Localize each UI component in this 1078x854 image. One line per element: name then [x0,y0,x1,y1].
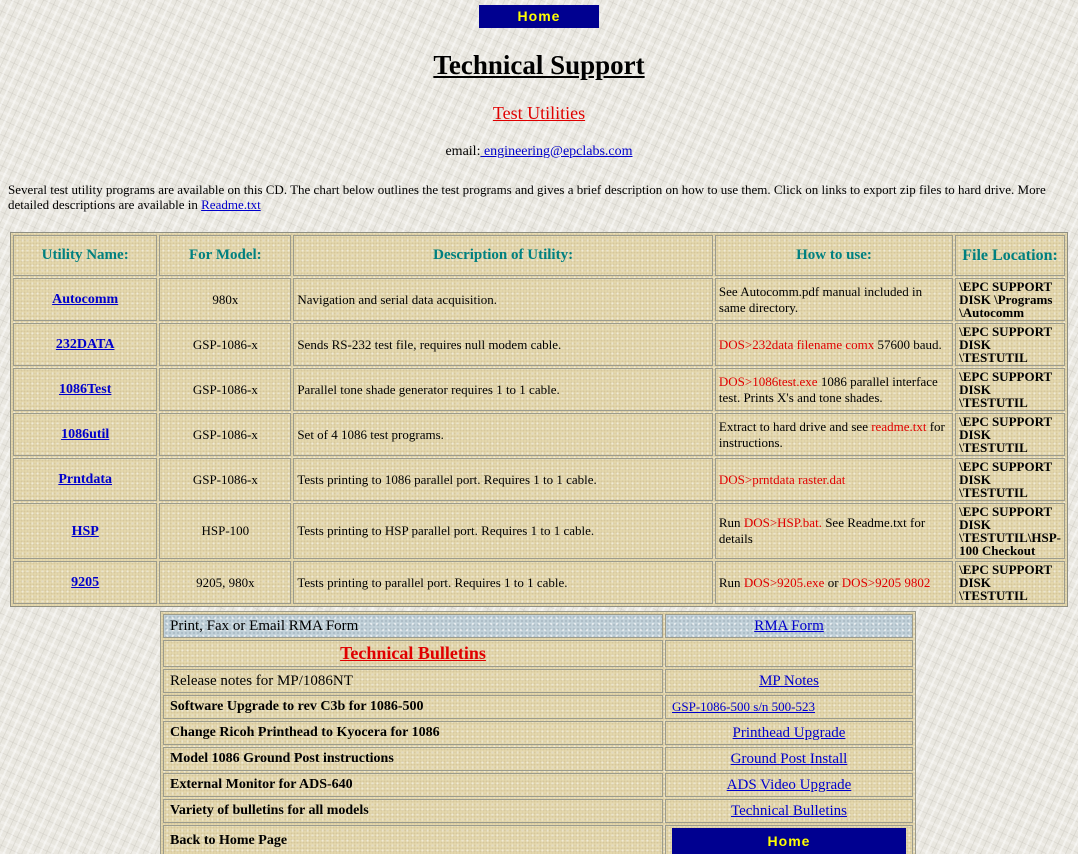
how-to-use-text: Run [718,515,744,530]
bulletin-table [160,611,916,854]
how-to-use-text: DOS>232data filename comx [718,336,875,352]
for-model-cell: HSP-100 [159,503,291,559]
utility-name-cell [13,368,157,411]
email-label: email: [445,144,481,159]
bulletin-row [163,773,913,797]
bulletin-link[interactable]: RMA Form [754,617,824,634]
bulletin-label-cell: Change Ricoh Printhead to Kyocera for 1086 [163,721,663,745]
file-location-cell: \EPC SUPPORT DISK \Programs \Autocomm [955,278,1065,321]
how-to-use-text: 57600 baud. [874,336,942,352]
bulletin-row [163,640,913,667]
header-description: Description of Utility: [293,235,713,276]
how-to-use-text: See Autocomm.pdf manual included in same directory. [718,283,923,315]
email-line [0,144,1078,160]
how-to-use-text: 1086 parallel interface test. Prints X's and tone shades. [718,373,938,405]
utility-name-link[interactable]: 1086util [61,427,110,442]
how-to-use-text: DOS>HSP.bat. [743,515,822,530]
utility-row [13,323,1065,366]
description-cell: Sends RS-232 test file, requires null modem cable. [293,323,713,366]
file-location-cell: \EPC SUPPORT DISK \TESTUTIL [955,413,1065,456]
bulletin-label-cell: Software Upgrade to rev C3b for 1086-500 [163,695,663,719]
description-cell: Set of 4 1086 test programs. [293,413,713,456]
for-model-cell: GSP-1086-x [159,458,291,501]
bulletin-row [163,614,913,638]
page-title: Technical Support [433,50,645,80]
readme-link[interactable]: Readme.txt [201,197,261,212]
bulletin-link-cell [665,825,913,854]
how-to-use-text: See Readme.txt for details [718,515,926,546]
for-model-cell: GSP-1086-x [159,413,291,456]
utility-name-link[interactable]: 1086Test [58,382,112,397]
utility-table-header-row [13,235,1065,276]
description-cell: Tests printing to 1086 parallel port. Requires 1 to 1 cable. [293,458,713,501]
utility-name-cell [13,503,157,559]
bulletin-link-cell [665,721,913,745]
utility-name-link[interactable]: Prntdata [58,472,113,487]
bulletin-label-cell: Model 1086 Ground Post instructions [163,747,663,771]
how-to-use-text: Run [718,574,744,590]
how-to-use-text: DOS>prntdata raster.dat [718,471,846,487]
how-to-use-cell [715,561,953,604]
bulletin-label-cell: Variety of bulletins for all models [163,799,663,823]
header-how-to-use: How to use: [715,235,953,276]
utility-name-cell [13,323,157,366]
how-to-use-text: Extract to hard drive and see [718,418,872,434]
for-model-cell: GSP-1086-x [159,323,291,366]
bulletin-row [163,669,913,693]
how-to-use-text: readme.txt [871,418,927,434]
test-utilities-link[interactable]: Test Utilities [492,103,586,123]
technical-bulletins-heading: Technical Bulletins [340,643,486,663]
bulletin-row [163,747,913,771]
intro-paragraph [8,182,1070,212]
for-model-cell: 980x [159,278,291,321]
utility-name-link[interactable]: HSP [71,523,99,539]
how-to-use-cell [715,458,953,501]
how-to-use-cell [715,503,953,559]
bulletin-row [163,721,913,745]
header-file-location: File Location: [955,235,1065,276]
description-cell: Parallel tone shade generator requires 1 to 1 cable. [293,368,713,411]
bulletin-link[interactable]: Printhead Upgrade [732,724,846,741]
bulletin-link[interactable]: ADS Video Upgrade [726,776,852,793]
utility-name-cell [13,561,157,604]
how-to-use-cell [715,323,953,366]
utility-name-link[interactable]: Autocomm [52,292,119,307]
how-to-use-cell [715,368,953,411]
how-to-use-cell [715,278,953,321]
file-location-cell: \EPC SUPPORT DISK \TESTUTIL [955,368,1065,411]
bulletin-label-cell: External Monitor for ADS-640 [163,773,663,797]
description-cell: Tests printing to HSP parallel port. Requires 1 to 1 cable. [293,503,713,559]
file-location-cell: \EPC SUPPORT DISK \TESTUTIL\HSP-100 Checkout [955,503,1065,559]
for-model-cell: GSP-1086-x [159,368,291,411]
file-location-cell: \EPC SUPPORT DISK \TESTUTIL [955,323,1065,366]
bulletin-table-body [163,614,913,854]
utility-name-cell [13,278,157,321]
bulletin-link-cell [665,669,913,693]
home-button-bottom[interactable]: Home [672,828,906,854]
utility-table [10,232,1068,607]
utility-name-link[interactable]: 232DATA [55,337,115,352]
bulletin-link[interactable]: Technical Bulletins [730,802,847,819]
bulletin-link-cell [665,799,913,823]
utility-name-cell [13,413,157,456]
for-model-cell: 9205, 980x [159,561,291,604]
intro-text: Several test utility programs are available on this CD. The chart below outlines the test programs and gives a brief description on how to use them. Click on links to export zip files to hard drive. More detailed descriptions are available in [8,182,1046,212]
bulletin-link[interactable]: GSP-1086-500 s/n 500-523 [672,699,816,714]
bulletin-link-cell [665,773,913,797]
utility-name-link[interactable]: 9205 [71,575,100,590]
subtitle-wrap [0,103,1078,124]
file-location-cell: \EPC SUPPORT DISK \TESTUTIL [955,561,1065,604]
bulletin-label-cell: Release notes for MP/1086NT [163,669,663,693]
utility-row [13,503,1065,559]
file-location-cell: \EPC SUPPORT DISK \TESTUTIL [955,458,1065,501]
bulletin-row [163,825,913,854]
how-to-use-text: or [824,574,842,590]
email-link[interactable]: engineering@epclabs.com [480,144,633,159]
bulletin-link[interactable]: Ground Post Install [730,750,848,767]
description-cell: Navigation and serial data acquisition. [293,278,713,321]
utility-table-body [13,278,1065,604]
bulletin-label-cell: Print, Fax or Email RMA Form [163,614,663,638]
utility-row [13,368,1065,411]
bulletin-label-cell [163,640,663,667]
utility-row [13,413,1065,456]
utility-row [13,561,1065,604]
bulletin-link-cell [665,747,913,771]
bulletin-row [163,695,913,719]
bulletin-row [163,799,913,823]
how-to-use-text: DOS>9205.exe [743,574,825,590]
header-utility-name: Utility Name: [13,235,157,276]
utility-name-cell [13,458,157,501]
bulletin-link-cell [665,640,913,667]
utility-row [13,458,1065,501]
how-to-use-cell [715,413,953,456]
bulletin-link-cell [665,695,913,719]
bulletin-link[interactable]: MP Notes [759,672,819,689]
how-to-use-text: for instructions. [718,418,945,450]
description-cell: Tests printing to parallel port. Requires 1 to 1 cable. [293,561,713,604]
how-to-use-text: DOS>1086test.exe [718,373,818,389]
utility-row [13,278,1065,321]
bulletin-label-cell: Back to Home Page [163,825,663,854]
how-to-use-text: DOS>9205 9802 [841,574,931,590]
home-button-top[interactable]: Home [479,5,599,28]
header-for-model: For Model: [159,235,291,276]
bulletin-link-cell [665,614,913,638]
